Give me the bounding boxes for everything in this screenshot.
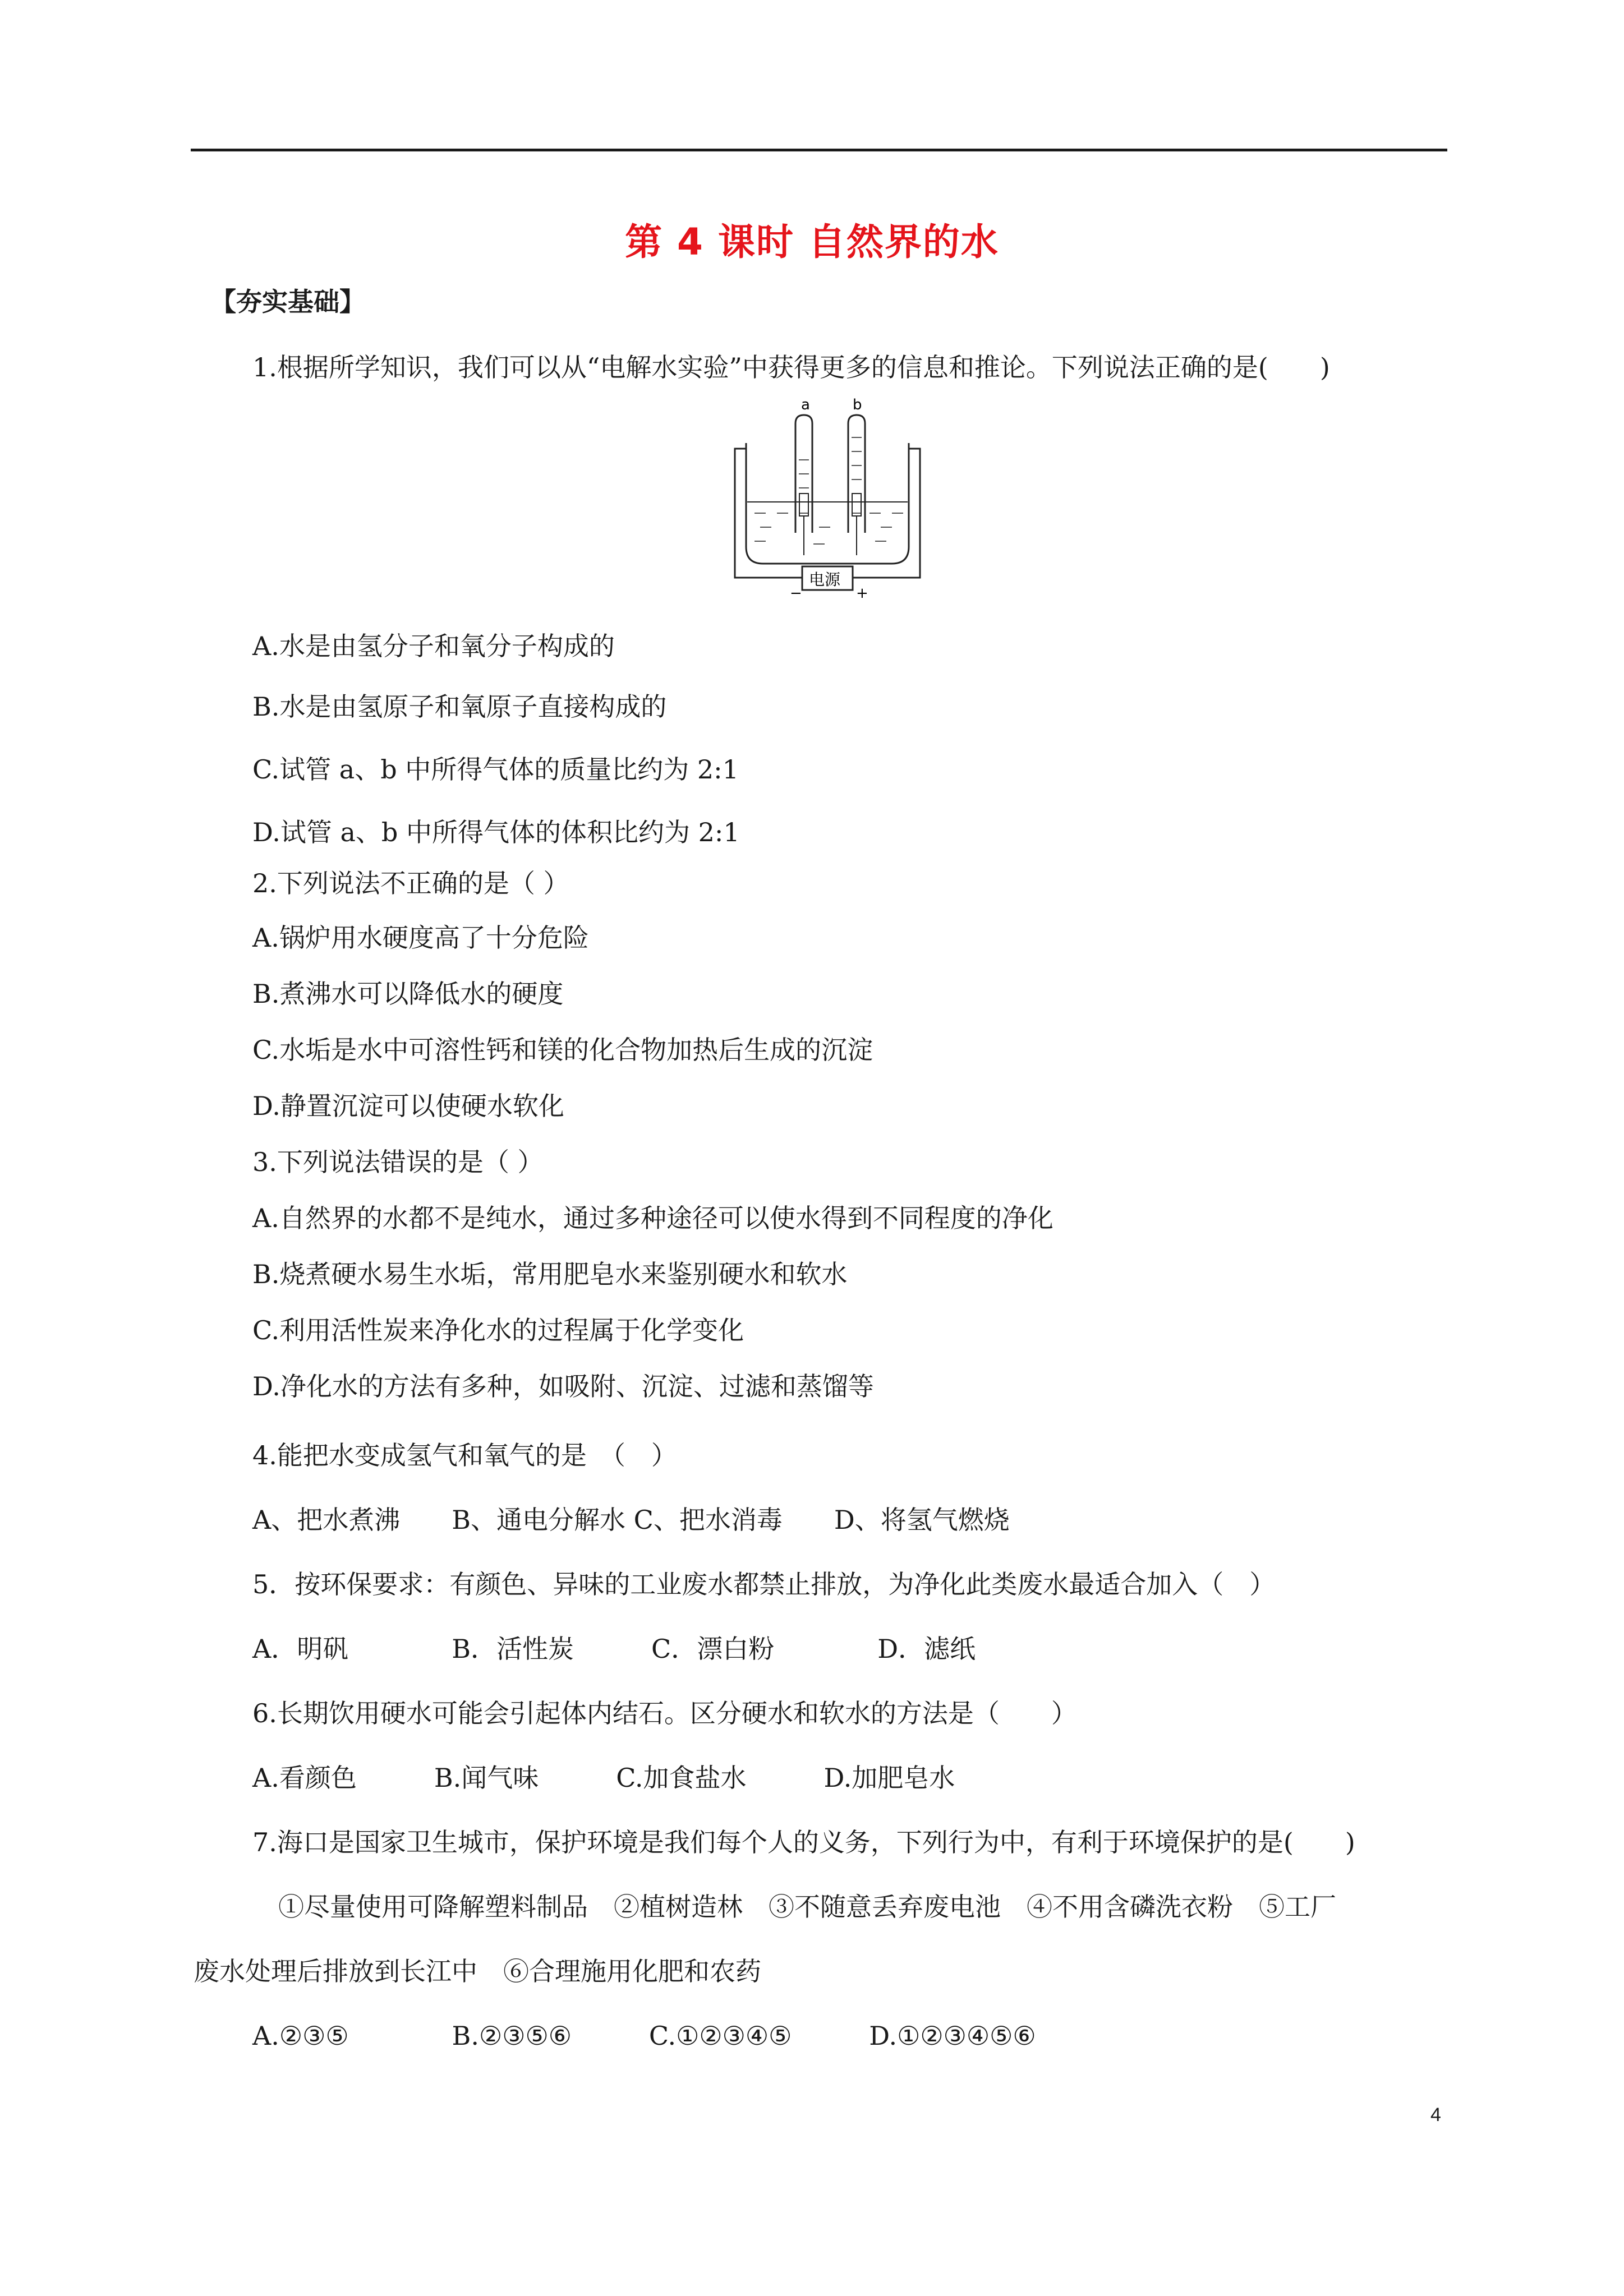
power-supply-label: 电源 [809,570,841,589]
question-3-option-c: C.利用活性炭来净化水的过程属于化学变化 [252,1315,744,1345]
question-4-options: A、把水煮沸 B、通电分解水 C、把水消毒 D、将氢气燃烧 [252,1505,1010,1535]
question-1-option-d: D.试管 a、b 中所得气体的体积比约为 2:1 [252,817,740,847]
question-7-body-line-1: ①尽量使用可降解塑料制品 ②植树造林 ③不随意丢弃废电池 ④不用含磷洗衣粉 ⑤工厂 [252,1892,1336,1922]
negative-terminal: − [790,585,802,602]
question-7-stem: 7.海口是国家卫生城市，保护环境是我们每个人的义务，下列行为中，有利于环境保护的是( ) [252,1827,1355,1857]
question-2-option-c: C.水垢是水中可溶性钙和镁的化合物加热后生成的沉淀 [252,1035,873,1065]
question-7-body-line-2: 废水处理后排放到长江中 ⑥合理施用化肥和农药 [194,1956,761,1986]
question-3-option-d: D.净化水的方法有多种，如吸附、沉淀、过滤和蒸馏等 [252,1371,874,1401]
question-2-stem: 2.下列说法不正确的是（ ） [252,868,569,898]
question-3-stem: 3.下列说法错误的是（ ） [252,1147,544,1177]
question-2-option-b: B.煮沸水可以降低水的硬度 [252,979,564,1009]
question-6-options: A.看颜色 B.闻气味 C.加食盐水 D.加肥皂水 [252,1763,955,1793]
question-3-option-a: A.自然界的水都不是纯水，通过多种途径可以使水得到不同程度的净化 [252,1203,1053,1233]
question-4-stem: 4.能把水变成氢气和氧气的是 （ ） [252,1440,677,1470]
tube-a-label: a [801,397,810,413]
page-title: 第 4 课时 自然界的水 [625,220,999,264]
section-heading: 【夯实基础】 [210,287,365,317]
positive-terminal: + [856,585,868,602]
header-rule [191,149,1447,151]
question-7-options: A.②③⑤ B.②③⑤⑥ C.①②③④⑤ D.①②③④⑤⑥ [252,2021,1036,2051]
question-3-option-b: B.烧煮硬水易生水垢，常用肥皂水来鉴别硬水和软水 [252,1259,848,1289]
question-1-option-a: A.水是由氢分子和氧分子构成的 [252,631,615,661]
question-1-option-c: C.试管 a、b 中所得气体的质量比约为 2:1 [252,754,739,785]
question-6-stem: 6.长期饮用硬水可能会引起体内结石。区分硬水和软水的方法是（ ） [252,1698,1077,1728]
question-1-stem: 1.根据所学知识，我们可以从“电解水实验”中获得更多的信息和推论。下列说法正确的是( ) [252,352,1330,382]
question-5-stem: 5．按环保要求：有颜色、异味的工业废水都禁止排放，为净化此类废水最适合加入（ ） [252,1569,1276,1599]
question-2-option-a: A.锅炉用水硬度高了十分危险 [252,923,589,953]
question-5-options: A．明矾 B．活性炭 C．漂白粉 D．滤纸 [252,1634,976,1664]
tube-b-label: b [853,397,862,413]
page-number: 4 [1430,2104,1441,2126]
question-1-option-b: B.水是由氢原子和氧原子直接构成的 [252,691,667,722]
electrolysis-apparatus-figure [729,393,926,603]
question-2-option-d: D.静置沉淀可以使硬水软化 [252,1091,564,1121]
